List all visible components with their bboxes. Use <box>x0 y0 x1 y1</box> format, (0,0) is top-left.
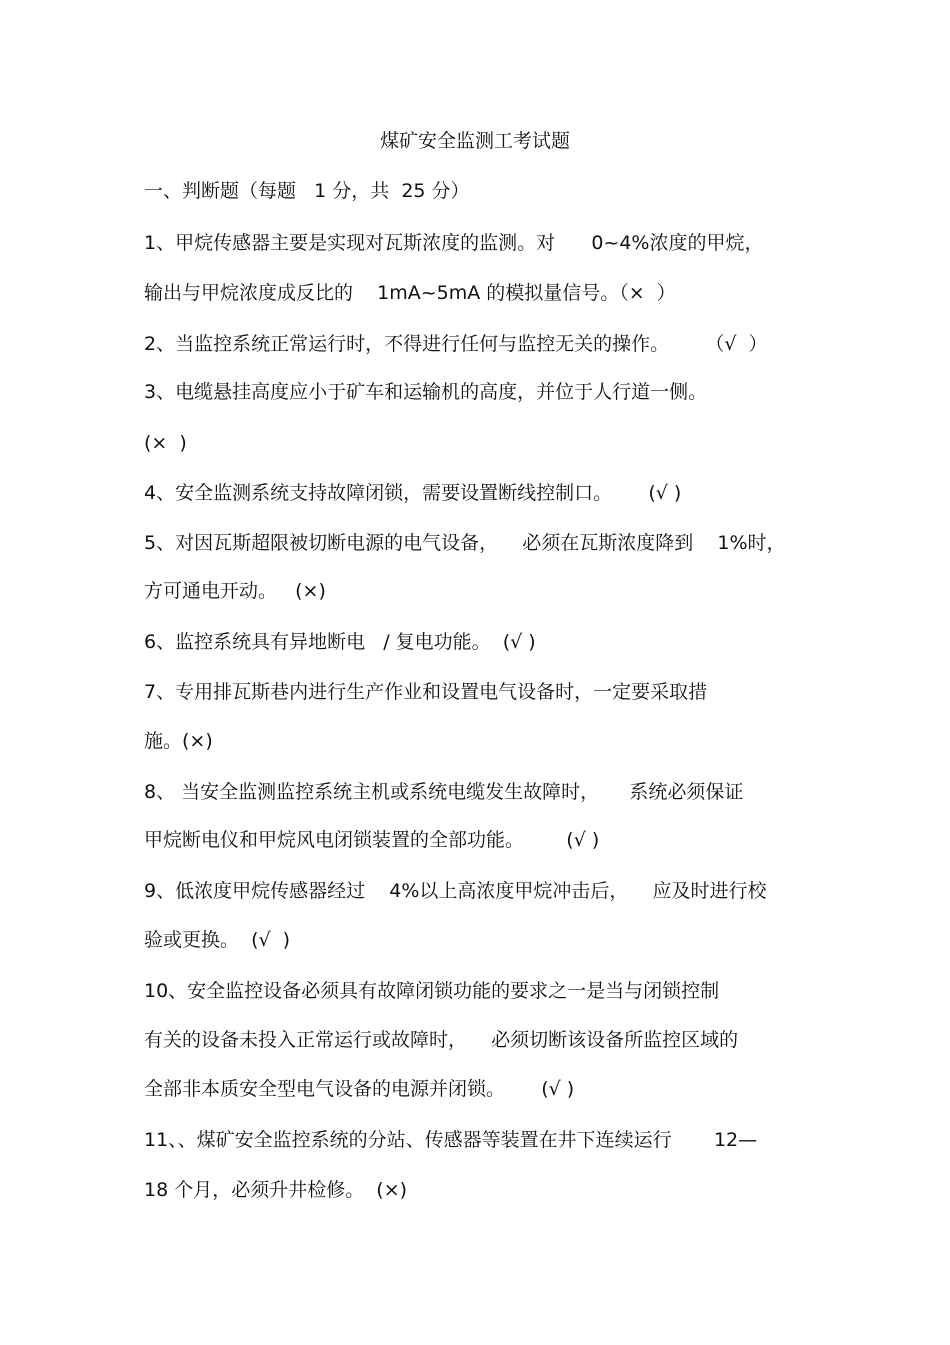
text-line: (× ) <box>144 432 187 454</box>
text-line: 有关的设备未投入正常运行或故障时， 必须切断该设备所监控区域的 <box>144 1029 739 1051</box>
text-line: 6、监控系统具有异地断电 / 复电功能。 (√ ) <box>144 631 536 653</box>
text-line: 1、甲烷传感器主要是实现对瓦斯浓度的监测。对 0~4%浓度的甲烷， <box>144 232 764 254</box>
section-heading: 一、判断题（每题 1 分，共 25 分） <box>144 180 470 202</box>
text-line: 4、安全监测系统支持故障闭锁，需要设置断线控制口。 (√ ) <box>144 482 682 504</box>
text-line: 9、低浓度甲烷传感器经过 4%以上高浓度甲烷冲击后， 应及时进行校 <box>144 880 767 902</box>
page-title: 煤矿安全监测工考试题 <box>379 130 570 152</box>
text-line: 11、、煤矿安全监控系统的分站、传感器等装置在井下连续运行 12— <box>144 1129 758 1151</box>
text-line: 方可通电开动。 (×) <box>144 580 326 602</box>
text-line: 7、专用排瓦斯巷内进行生产作业和设置电气设备时，一定要采取措 <box>144 681 708 703</box>
text-line: 验或更换。 (√ ) <box>144 929 291 951</box>
text-line: 全部非本质安全型电气设备的电源并闭锁。 (√ ) <box>144 1078 575 1100</box>
text-line: 18 个月，必须升井检修。 (×) <box>144 1179 408 1201</box>
text-line: 5、对因瓦斯超限被切断电源的电气设备， 必须在瓦斯浓度降到 1%时， <box>144 532 786 554</box>
text-line: 8、 当安全监测监控系统主机或系统电缆发生故障时， 系统必须保证 <box>144 781 744 803</box>
text-line: 输出与甲烷浓度成反比的 1mA~5mA 的模拟量信号。（× ） <box>144 282 676 304</box>
text-line: 施。(×) <box>144 730 213 752</box>
text-line: 甲烷断电仪和甲烷风电闭锁装置的全部功能。 (√ ) <box>144 829 600 851</box>
text-line: 2、当监控系统正常运行时，不得进行任何与监控无关的操作。 （√ ） <box>144 333 768 355</box>
text-line: 10、安全监控设备必须具有故障闭锁功能的要求之一是当与闭锁控制 <box>144 980 720 1002</box>
text-line: 3、电缆悬挂高度应小于矿车和运输机的高度，并位于人行道一侧。 <box>144 381 708 403</box>
